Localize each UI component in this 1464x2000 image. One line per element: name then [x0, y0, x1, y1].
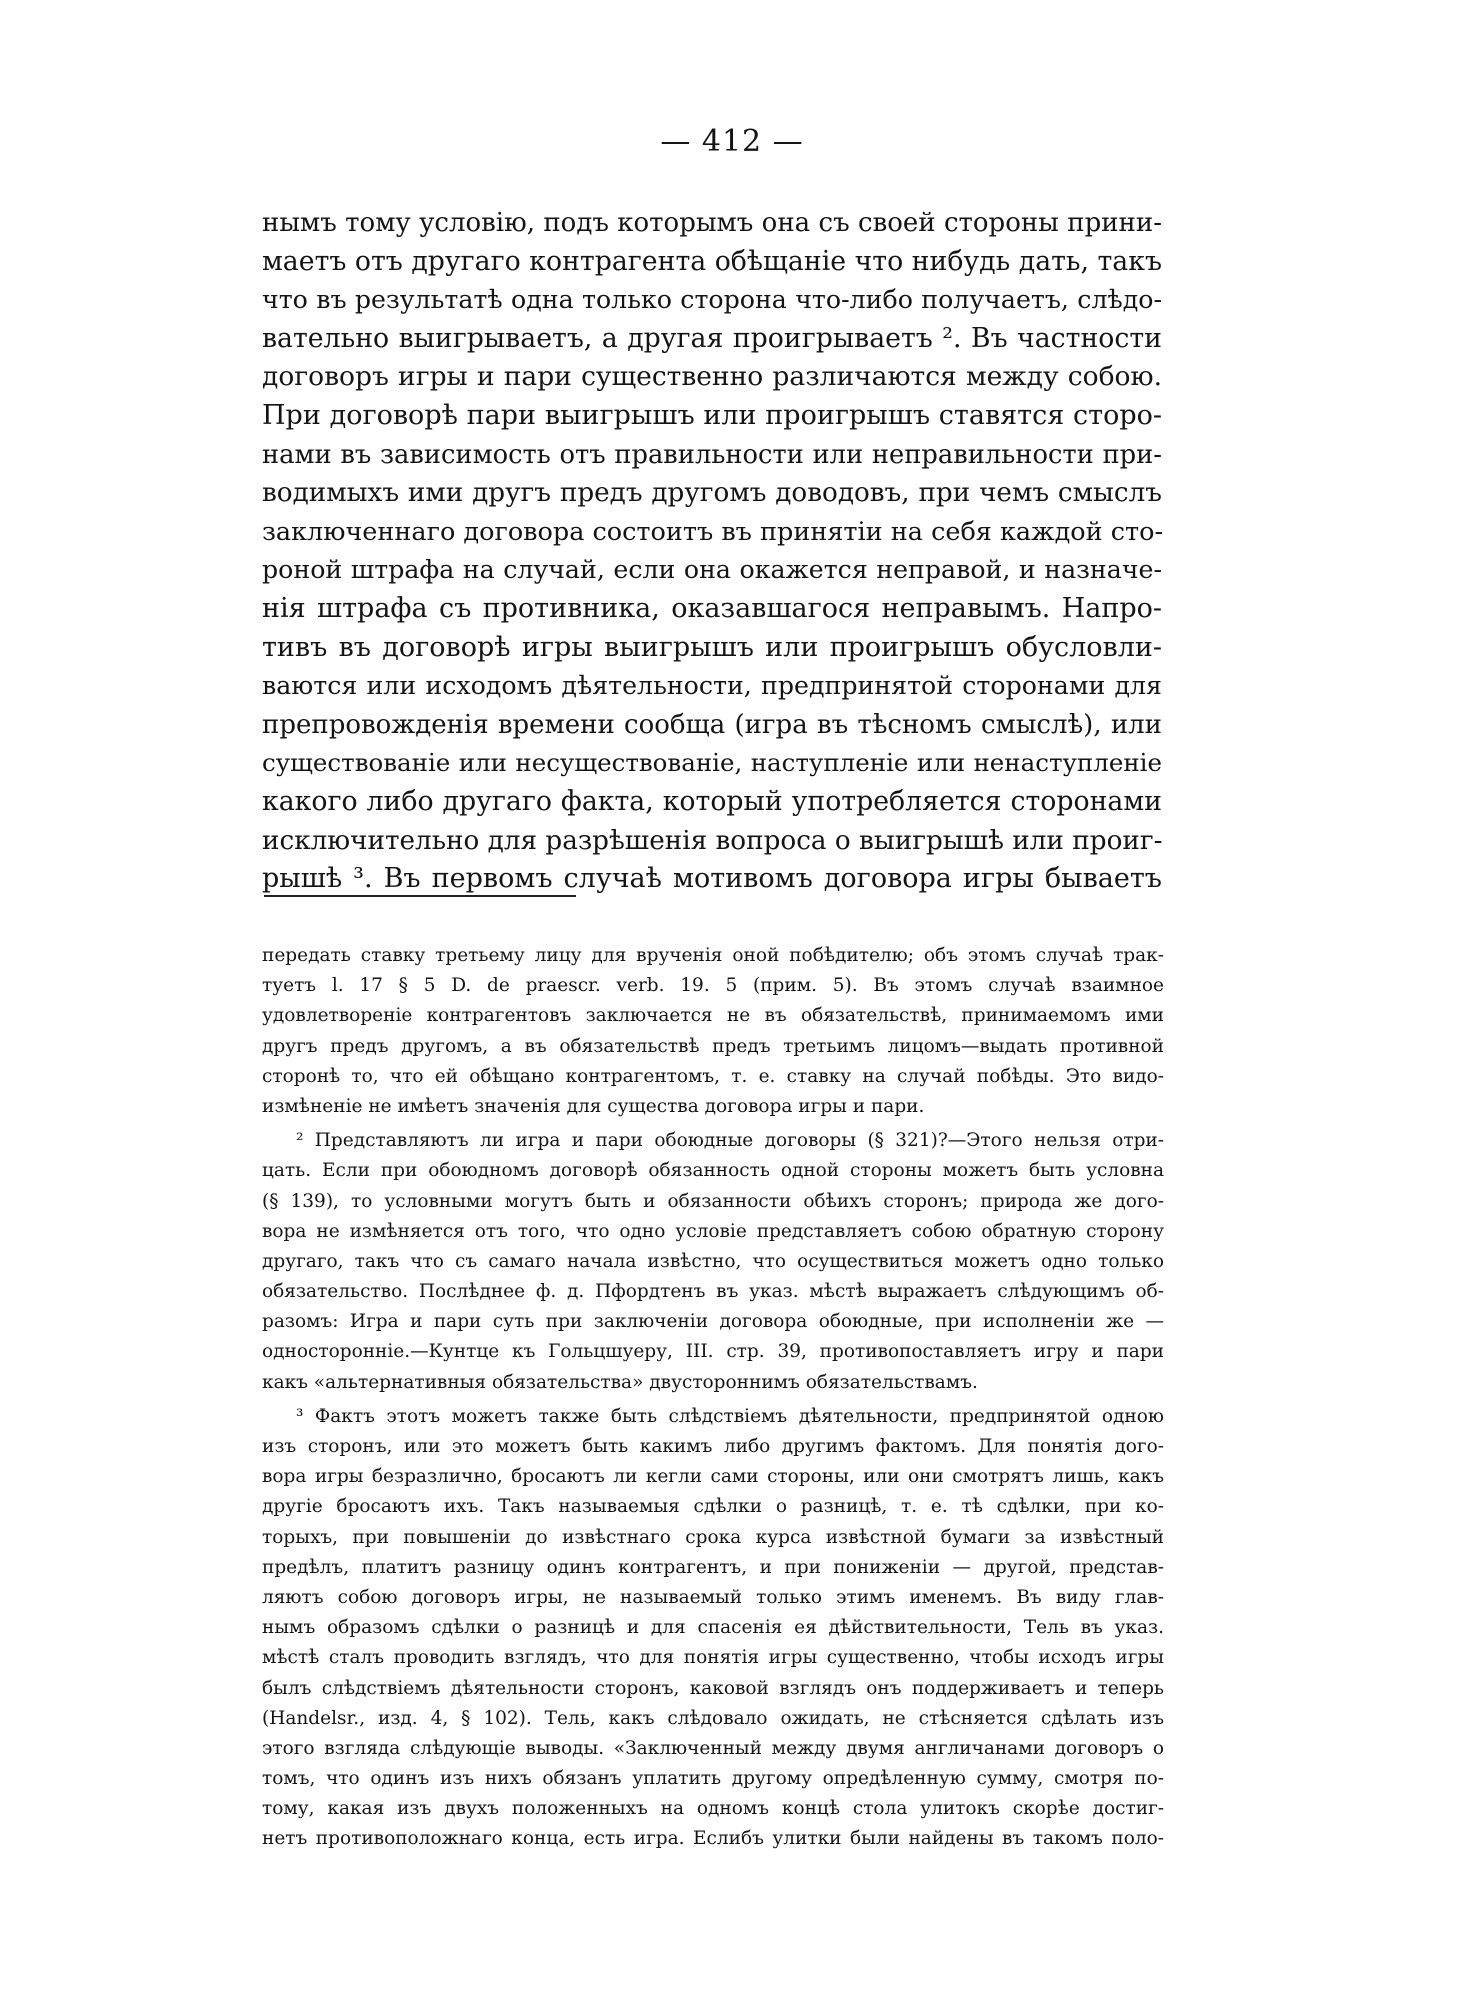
main-text-line: договоръ игры и пари существенно различаются между собою.	[262, 361, 1162, 393]
footnote-line: изъ сторонъ, или это можетъ быть какимъ либо другимъ фактомъ. Для понятія дого-	[262, 1436, 1164, 1457]
main-text-line: водимыхъ ими другъ предъ другомъ доводовъ, при чемъ смыслъ	[262, 478, 1162, 509]
main-text-line: существованіе или несуществованіе, наступленіе или ненаступленіе	[262, 748, 1162, 778]
footnote-separator	[264, 895, 576, 897]
footnote-line: цать. Если при обоюдномъ договорѣ обязанность одной стороны можетъ быть условна	[262, 1160, 1164, 1182]
main-text-line: роной штрафа на случай, если она окажется неправой, и назначе-	[262, 555, 1162, 585]
footnote-line: томъ, что одинъ изъ нихъ обязанъ уплатить другому опредѣленную сумму, смотря по-	[262, 1768, 1164, 1790]
footnote-line: разомъ: Игра и пари суть при заключеніи договора обоюдные, при исполненіи же —	[262, 1311, 1164, 1333]
main-text-line: рышѣ ³. Въ первомъ случаѣ мотивомъ договора игры бываетъ	[262, 863, 1162, 895]
main-text-line: нымъ тому условію, подъ которымъ она съ своей стороны прини-	[262, 208, 1162, 238]
main-text-line: заключеннаго договора состоитъ въ принятіи на себя каждой сто-	[262, 516, 1164, 547]
footnote-line: предѣлъ, платитъ разницу одинъ контрагентъ, и при пониженіи — другой, представ-	[262, 1556, 1164, 1578]
main-text-line: что въ результатѣ одна только сторона что-либо получаетъ, слѣдо-	[262, 285, 1162, 315]
footnote-line: вора игры безразлично, бросаютъ ли кегли сами стороны, или они смотрятъ лишь, какъ	[262, 1466, 1164, 1488]
footnote-continued	[262, 941, 1164, 1122]
footnote-line: односторонніе.—Кунтце къ Гольцшуеру, III. стр. 39, противопоставляетъ игру и пари	[262, 1341, 1164, 1363]
footnotes	[262, 941, 1164, 1855]
footnote-line: другіе бросаютъ ихъ. Такъ называемыя сдѣлки о разницѣ, т. е. тѣ сдѣлки, при ко-	[262, 1496, 1164, 1518]
footnote-line: какъ «альтернативныя обязательства» двустороннимъ обязательствамъ.	[262, 1371, 978, 1393]
footnote-line: тому, какая изъ двухъ положенныхъ на одномъ концѣ стола улитокъ скорѣе достиг-	[262, 1798, 1164, 1820]
main-text-line: нами въ зависимость отъ правильности или неправильности при-	[262, 439, 1162, 470]
page-number: — 412 —	[660, 124, 804, 159]
footnote-line: ² Представляютъ ли игра и пари обоюдные договоры (§ 321)?—Этого нельзя отри-	[296, 1130, 1164, 1152]
main-text	[262, 204, 1162, 899]
footnote-line: (§ 139), то условными могутъ быть и обязанности обѣихъ сторонъ; природа же дого-	[262, 1190, 1164, 1212]
footnote-line: измѣненіе не имѣетъ значенія для существа договора игры и пари.	[262, 1095, 925, 1117]
main-text-line: маетъ отъ другаго контрагента обѣщаніе что нибудь дать, такъ	[262, 245, 1162, 277]
footnote-line: другаго, такъ что съ самаго начала извѣстно, что осуществиться можетъ одно только	[262, 1250, 1164, 1272]
footnote-line: нымъ образомъ сдѣлки о разницѣ и для спасенія ея дѣйствительности, Тель въ указ.	[262, 1617, 1164, 1639]
footnote-line: ляютъ собою договоръ игры, не называемый только этимъ именемъ. Въ виду глав-	[262, 1586, 1164, 1608]
footnote-line: другъ предъ другомъ, а въ обязательствѣ предъ третьимъ лицомъ—выдать противной	[262, 1035, 1164, 1057]
footnote-line: нетъ противоположнаго конца, есть игра. Еслибъ улитки были найдены въ такомъ поло-	[262, 1828, 1164, 1850]
footnote-line: вора не измѣняется отъ того, что одно условіе представляетъ собою обратную сторону	[262, 1220, 1164, 1242]
main-text-line: вательно выигрываетъ, а другая проигрываетъ ². Въ частности	[262, 322, 1162, 354]
main-text-line: какого либо другаго факта, который употребляется сторонами	[262, 785, 1162, 817]
main-text-line: исключительно для разрѣшенія вопроса о выигрышѣ или проиг-	[262, 825, 1163, 856]
footnote-line: (Handelsr., изд. 4, § 102). Тель, какъ слѣдовало ожидать, не стѣсняется сдѣлать изъ	[262, 1707, 1164, 1729]
footnote-line: удовлетвореніе контрагентовъ заключается не въ обязательствѣ, принимаемомъ ими	[262, 1005, 1164, 1027]
footnote-line: ³ Фактъ этотъ можетъ также быть слѣдствіемъ дѣятельности, предпринятой одною	[296, 1405, 1164, 1427]
main-text-line: При договорѣ пари выигрышъ или проигрышъ ставятся сторо-	[262, 399, 1162, 431]
footnote-2	[262, 1126, 1164, 1398]
footnote-line: сторонѣ то, что ей обѣщано контрагентомъ, т. е. ставку на случай побѣды. Это видо-	[262, 1065, 1164, 1087]
footnote-line: торыхъ, при повышеніи до извѣстнаго срока курса извѣстной бумаги за извѣстный	[262, 1526, 1164, 1548]
main-text-line: препровожденія времени сообща (игра въ тѣсномъ смыслѣ), или	[262, 709, 1162, 740]
footnote-line: былъ слѣдствіемъ дѣятельности сторонъ, каковой взглядъ онъ поддерживаетъ и теперь	[262, 1677, 1164, 1699]
footnote-line: мѣстѣ сталъ проводить взглядъ, что для понятія игры существенно, чтобы исходъ игры	[262, 1647, 1164, 1669]
footnote-3	[262, 1402, 1164, 1855]
footnote-line: этого взгляда слѣдующіе выводы. «Заключенный между двумя англичанами договоръ о	[262, 1737, 1164, 1759]
footnote-line: передать ставку третьему лицу для врученія оной побѣдителю; объ этомъ случаѣ трак-	[262, 945, 1164, 966]
main-text-line: ваются или исходомъ дѣятельности, предпринятой сторонами для	[262, 671, 1162, 701]
main-text-line: нія штрафа съ противника, оказавшагося неправымъ. Напро-	[262, 592, 1162, 624]
main-text-line: тивъ въ договорѣ игры выигрышъ или проигрышъ обусловли-	[262, 631, 1162, 663]
footnote-line: туетъ l. 17 § 5 D. de praescr. verb. 19. 5 (прим. 5). Въ этомъ случаѣ взаимное	[262, 975, 1164, 997]
footnote-line: обязательство. Послѣднее ф. д. Пфордтенъ въ указ. мѣстѣ выражаетъ слѣдующимъ об-	[262, 1281, 1164, 1303]
